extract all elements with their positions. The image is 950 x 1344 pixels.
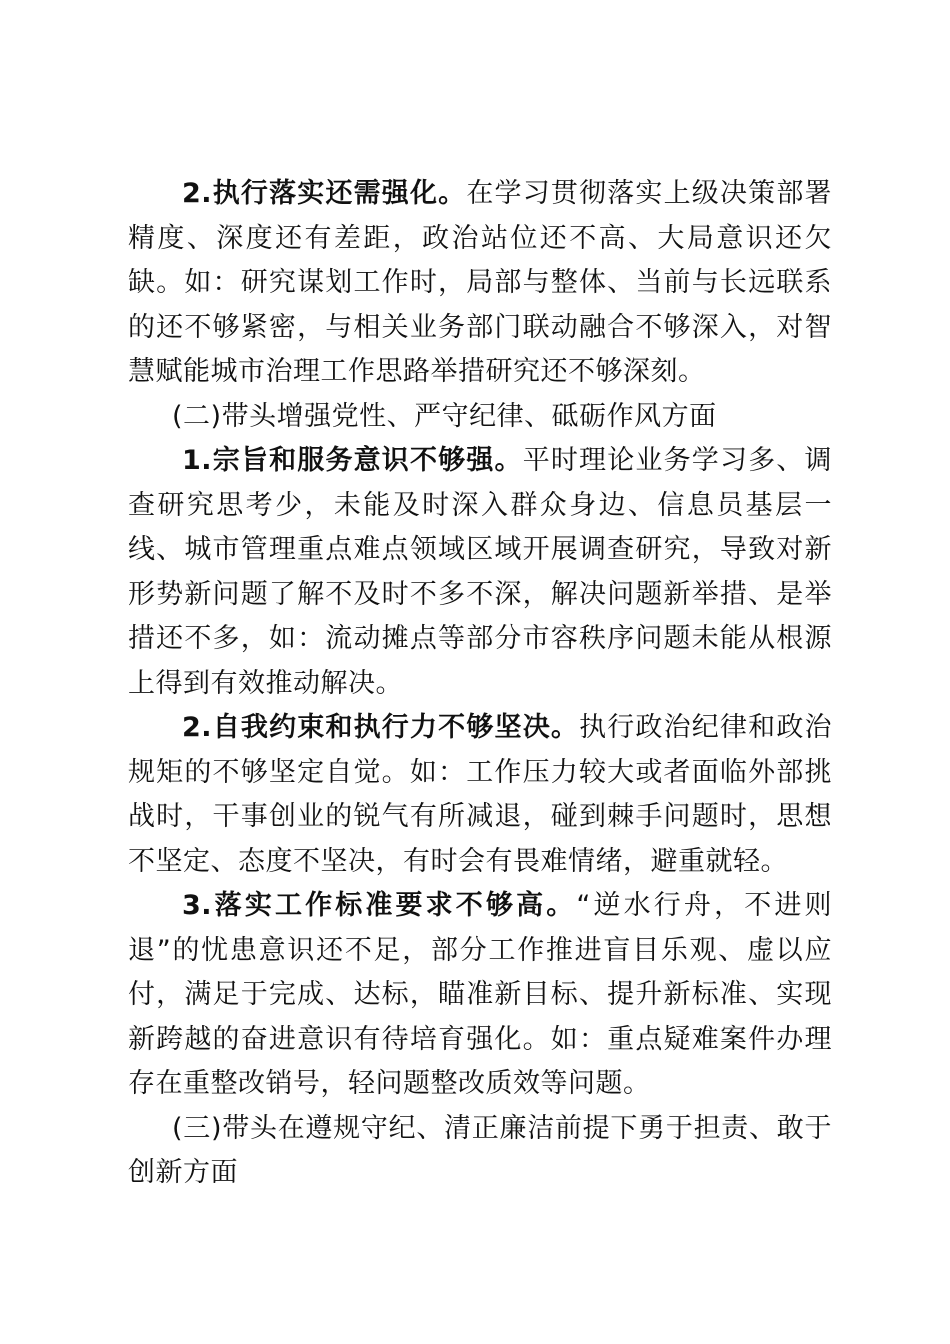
paragraph-item-2-execution xyxy=(128,172,832,395)
item-text: 在学习贯彻落实上级决策部署精度、深度还有差距，政治站位还不高、大局意识还欠缺。如：研究谋划工作时，局部与整体、当前与长远联系的还不够紧密，与相关业务部门联动融合不够深入，对智慧赋能城市治理工作思路举措研究还不够深刻。 xyxy=(128,178,832,387)
paragraph-item-2-self-discipline xyxy=(128,706,832,884)
item-text: 平时理论业务学习多、调查研究思考少，未能及时深入群众身边、信息员基层一线、城市管理重点难点领域区域开展调查研究，导致对新形势新问题了解不及时不多不深，解决问题新举措、是举措还不多，如：流动摊点等部分市容秩序问题未能从根源上得到有效推动解决。 xyxy=(128,445,832,699)
paragraph-item-3-standards xyxy=(128,884,832,1107)
item-heading: 1.宗旨和服务意识不够强。 xyxy=(182,445,523,476)
document-body xyxy=(128,172,832,1196)
section-heading-2: (二)带头增强党性、严守纪律、砥砺作风方面 xyxy=(172,400,717,432)
item-heading: 2.自我约束和执行力不够坚决。 xyxy=(182,712,580,743)
item-heading: 3.落实工作标准要求不够高。 xyxy=(182,890,577,921)
item-heading: 2.执行落实还需强化。 xyxy=(182,178,467,209)
item-text: “逆水行舟，不进则退”的忧患意识还不足，部分工作推进盲目乐观、虚以应付，满足于完成、达标，瞄准新目标、提升新标准、实现新跨越的奋进意识有待培育强化。如：重点疑难案件办理存在重整改销号，轻问题整改质效等问题。 xyxy=(128,890,832,1099)
paragraph-item-1-service xyxy=(128,439,832,706)
item-text: 执行政治纪律和政治规矩的不够坚定自觉。如：工作压力较大或者面临外部挑战时，干事创业的锐气有所减退，碰到棘手问题时，思想不坚定、态度不坚决，有时会有畏难情绪，避重就轻。 xyxy=(128,712,832,877)
section-heading-3: (三)带头在遵规守纪、清正廉洁前提下勇于担责、敢于创新方面 xyxy=(128,1112,832,1188)
